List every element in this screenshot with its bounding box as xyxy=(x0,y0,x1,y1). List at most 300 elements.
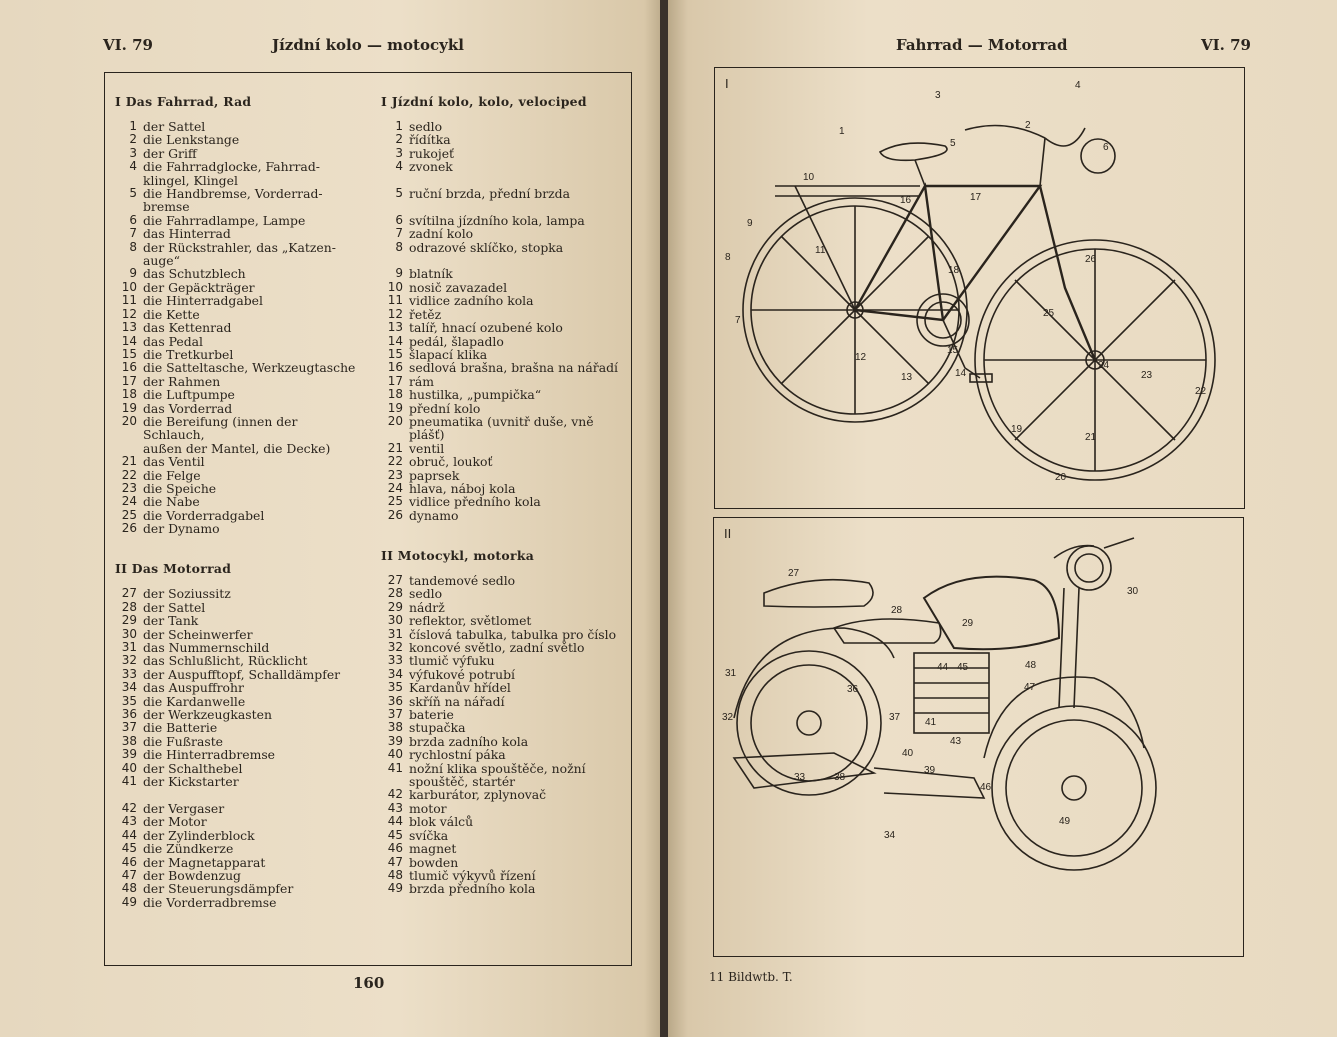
vocab-row xyxy=(381,469,626,482)
vocab-term: der Schalthebel xyxy=(143,760,243,776)
vocab-number: 11 xyxy=(387,293,403,308)
vocab-number: 44 xyxy=(387,814,403,829)
vocab-row xyxy=(115,522,360,535)
vocab-term: das Hinterrad xyxy=(143,226,231,242)
vocab-term: die Nabe xyxy=(143,494,200,510)
vocab-row xyxy=(381,842,626,855)
left-page xyxy=(0,0,664,1037)
vocab-row xyxy=(381,495,626,508)
vocab-term: der Kickstarter xyxy=(143,774,239,790)
vocab-number: 46 xyxy=(121,854,137,869)
vocab-number: 33 xyxy=(387,653,403,668)
callout-label: 27 xyxy=(788,568,800,579)
vocab-term: der Scheinwerfer xyxy=(143,626,253,642)
vocab-number: 26 xyxy=(387,507,403,522)
vocab-row xyxy=(115,294,360,307)
vocab-number: 44 xyxy=(121,827,137,842)
vocab-row xyxy=(115,348,360,361)
vocab-row xyxy=(381,281,626,294)
vocab-term: brzda zadního kola xyxy=(409,733,529,749)
vocab-number: 23 xyxy=(387,467,403,482)
vocab-term: der Rückstrahler, das „Katzen- xyxy=(143,239,336,255)
vocab-number: 24 xyxy=(121,494,137,509)
bicycle-illustration-frame xyxy=(714,67,1245,509)
vocab-term: paprsek xyxy=(409,467,460,483)
vocab-term: der Magnetapparat xyxy=(143,854,266,870)
vocab-row xyxy=(381,321,626,334)
callout-label: 9 xyxy=(747,218,753,229)
vocab-number: 41 xyxy=(121,774,137,789)
callout-label: 22 xyxy=(1195,386,1207,397)
vocab-number: 12 xyxy=(121,306,137,321)
vocab-row xyxy=(115,402,360,415)
callout-label: 49 xyxy=(1059,816,1071,827)
vocab-number: 22 xyxy=(121,467,137,482)
vocab-row xyxy=(115,775,360,788)
callout-label: 14 xyxy=(955,368,967,379)
vocab-term: spouštěč, startér xyxy=(409,774,516,790)
vocab-number: 32 xyxy=(121,653,137,668)
vocab-row xyxy=(115,160,360,173)
vocab-row xyxy=(115,281,360,294)
vocab-term: die Hinterradgabel xyxy=(143,293,263,309)
vocab-row xyxy=(381,267,626,280)
callout-label: 38 xyxy=(834,772,846,783)
vocab-term: der Werkzeugkasten xyxy=(143,707,272,723)
vocab-number: 8 xyxy=(129,239,137,254)
vocab-row xyxy=(115,896,360,909)
vocab-term: das Pedal xyxy=(143,333,204,349)
callout-label: 32 xyxy=(722,712,734,723)
callout-label: 21 xyxy=(1085,432,1097,443)
vocab-number: 43 xyxy=(387,800,403,815)
vocab-row xyxy=(115,415,360,442)
vocab-row xyxy=(381,120,626,133)
vocab-term: die Vorderradbremse xyxy=(143,894,277,910)
vocab-row xyxy=(381,241,626,254)
vocab-row xyxy=(381,402,626,415)
vocab-term: pedál, šlapadlo xyxy=(409,333,504,349)
vocab-row xyxy=(115,335,360,348)
vocab-term: der Sattel xyxy=(143,599,206,615)
vocab-term: výfukové potrubí xyxy=(409,666,515,682)
vocab-row xyxy=(381,775,626,788)
vocab-row xyxy=(115,654,360,667)
vocab-row xyxy=(115,120,360,133)
vocab-number: 30 xyxy=(387,613,403,628)
vocab-term xyxy=(409,254,626,267)
vocab-number: 42 xyxy=(387,787,403,802)
vocab-term: Kardanův hřídel xyxy=(409,680,511,696)
vocab-term: das Vorderrad xyxy=(143,400,233,416)
vocab-number xyxy=(381,428,403,441)
vocab-number xyxy=(115,200,137,213)
vocab-term: der Bowdenzug xyxy=(143,867,241,883)
callout-label: 23 xyxy=(1141,370,1153,381)
vocab-term: bowden xyxy=(409,854,459,870)
vocab-row xyxy=(115,695,360,708)
callout-label: 43 xyxy=(950,736,962,747)
vocab-term: außen der Mantel, die Decke) xyxy=(143,440,331,456)
vocab-term: koncové světlo, zadní světlo xyxy=(409,640,585,655)
vocab-row xyxy=(381,174,626,187)
vocab-row xyxy=(115,681,360,694)
vocab-number: 25 xyxy=(121,507,137,522)
vocab-term: reflektor, světlomet xyxy=(409,613,532,629)
vocab-row xyxy=(115,308,360,321)
callout-label: 47 xyxy=(1024,682,1036,693)
vocab-number: 40 xyxy=(387,747,403,762)
vocab-number: 38 xyxy=(121,733,137,748)
vocab-number: 8 xyxy=(395,239,403,254)
vocab-number: 9 xyxy=(395,266,403,281)
vocab-term: die Batterie xyxy=(143,720,218,736)
vocab-term: der Rahmen xyxy=(143,373,221,389)
callout-label: 2 xyxy=(1025,120,1031,131)
vocab-term: die Fahrradglocke, Fahrrad- xyxy=(143,159,320,175)
right-header-title: Fahrrad — Motorrad xyxy=(896,36,1068,54)
vocab-row xyxy=(115,869,360,882)
vocab-row xyxy=(381,574,626,587)
callout-label: 20 xyxy=(1055,472,1067,483)
vocab-number: 12 xyxy=(387,306,403,321)
vocab-number: 19 xyxy=(387,400,403,415)
vocab-term: der Steuerungsdämpfer xyxy=(143,881,294,897)
vocab-number: 1 xyxy=(395,119,403,133)
page-number: 160 xyxy=(353,974,385,992)
vocab-number xyxy=(381,200,403,213)
vocab-number: 42 xyxy=(121,800,137,815)
vocab-number: 26 xyxy=(121,521,137,536)
vocab-row xyxy=(381,668,626,681)
left-header-number: VI. 79 xyxy=(103,36,153,54)
vocab-number: 24 xyxy=(387,480,403,495)
vocab-number xyxy=(115,788,137,801)
callout-label: 39 xyxy=(924,765,936,776)
vocab-term: der Auspufftopf, Schalldämpfer xyxy=(143,666,341,682)
vocab-term: plášť) xyxy=(409,427,445,443)
vocab-row xyxy=(381,654,626,667)
vocab-number: 36 xyxy=(387,693,403,708)
callout-label: 26 xyxy=(1085,254,1097,265)
callout-label: 37 xyxy=(889,712,901,723)
callout-label: 13 xyxy=(901,372,913,383)
vocab-number: 11 xyxy=(121,293,137,308)
vocab-term: der Soziussitz xyxy=(143,586,231,602)
vocab-number: 17 xyxy=(387,373,403,388)
vocab-number: 23 xyxy=(121,480,137,495)
vocab-number: 34 xyxy=(387,666,403,681)
vocab-number: 5 xyxy=(129,186,137,201)
vocab-row xyxy=(115,762,360,775)
vocab-row xyxy=(115,509,360,522)
vocab-term xyxy=(143,788,360,801)
vocab-number: 34 xyxy=(121,680,137,695)
vocab-term: sedlo xyxy=(409,119,443,134)
vocab-row xyxy=(381,348,626,361)
vocab-term: die Handbremse, Vorderrad- xyxy=(143,186,323,202)
vocab-row xyxy=(381,442,626,455)
vocab-term: der Gepäckträger xyxy=(143,279,255,295)
vocab-term: rám xyxy=(409,373,435,389)
vocab-number: 4 xyxy=(129,159,137,174)
vocab-term: das Schlußlicht, Rücklicht xyxy=(143,653,308,669)
vocab-term: die Speiche xyxy=(143,480,217,496)
vocab-row xyxy=(115,748,360,761)
vocab-number xyxy=(381,254,403,267)
vocab-row xyxy=(115,815,360,828)
vocab-row xyxy=(381,587,626,600)
vocab-number: 16 xyxy=(387,360,403,375)
vocab-term: skříň na nářadí xyxy=(409,693,505,709)
vocab-number: 41 xyxy=(387,760,403,775)
vocab-term: die Fußraste xyxy=(143,733,224,749)
vocab-row xyxy=(115,388,360,401)
vocab-number: 21 xyxy=(121,454,137,469)
vocab-row xyxy=(381,254,626,267)
german-section2-title: II Das Motorrad xyxy=(115,561,232,577)
vocab-number: 7 xyxy=(129,226,137,241)
right-header-number: VI. 79 xyxy=(1201,36,1251,54)
vocab-number: 6 xyxy=(129,212,137,227)
vocab-term: die Bereifung (innen der Schlauch, xyxy=(143,413,298,443)
vocab-row xyxy=(115,174,360,187)
figure1-label: I xyxy=(725,76,729,91)
vocab-row xyxy=(381,708,626,721)
callout-label: 30 xyxy=(1127,586,1139,597)
vocab-row xyxy=(115,254,360,267)
vocab-row xyxy=(381,721,626,734)
vocab-number xyxy=(115,254,137,267)
vocab-term: číslová tabulka, tabulka pro číslo xyxy=(409,626,617,642)
vocab-term: svítilna jízdního kola, lampa xyxy=(409,212,585,228)
vocab-row xyxy=(381,147,626,160)
vocab-number: 39 xyxy=(121,747,137,762)
vocab-term: sedlová brašna, brašna na nářadí xyxy=(409,360,619,376)
vocab-number: 14 xyxy=(121,333,137,348)
vocab-number xyxy=(115,442,137,455)
vocab-row xyxy=(381,428,626,441)
callout-label: 29 xyxy=(962,618,974,629)
vocab-number: 36 xyxy=(121,707,137,722)
vocab-row xyxy=(115,668,360,681)
vocab-row xyxy=(381,388,626,401)
vocab-term: talíř, hnací ozubené kolo xyxy=(409,320,563,336)
vocab-term: die Felge xyxy=(143,467,201,483)
german-column xyxy=(115,95,360,909)
vocab-number: 20 xyxy=(121,413,137,428)
callout-label: 40 xyxy=(902,748,914,759)
callout-label: 31 xyxy=(725,668,737,679)
callout-label: 8 xyxy=(725,252,731,263)
vocab-term: blatník xyxy=(409,266,453,282)
vocab-number: 20 xyxy=(387,413,403,428)
vocab-number: 29 xyxy=(121,613,137,628)
vocab-term: das Schutzblech xyxy=(143,266,246,282)
vocab-row xyxy=(115,455,360,468)
vocab-term: die Zündkerze xyxy=(143,841,234,857)
vocab-number: 30 xyxy=(121,626,137,641)
vocab-term: přední kolo xyxy=(409,400,481,416)
vocab-term: der Tank xyxy=(143,613,199,629)
vocabulary-frame xyxy=(104,72,632,966)
vocab-term xyxy=(409,200,626,213)
vocab-number: 47 xyxy=(387,854,403,869)
vocab-term: motor xyxy=(409,800,447,816)
vocab-number: 21 xyxy=(387,440,403,455)
vocab-number: 15 xyxy=(387,346,403,361)
callout-label: 34 xyxy=(884,830,896,841)
vocab-number xyxy=(115,174,137,187)
vocab-term: die Kette xyxy=(143,306,200,322)
vocab-number xyxy=(381,174,403,187)
vocab-row xyxy=(115,214,360,227)
vocab-term: stupačka xyxy=(409,720,466,736)
vocab-row xyxy=(115,842,360,855)
vocab-row xyxy=(381,641,626,654)
vocab-term: das Ventil xyxy=(143,454,205,470)
vocab-number: 4 xyxy=(395,159,403,174)
vocab-row xyxy=(115,469,360,482)
vocab-row xyxy=(381,882,626,895)
callout-label: 16 xyxy=(900,195,912,206)
vocab-number: 49 xyxy=(121,894,137,909)
vocab-term: blok válců xyxy=(409,814,474,830)
vocab-number: 45 xyxy=(121,841,137,856)
callout-label: 7 xyxy=(735,315,741,326)
vocab-row xyxy=(115,802,360,815)
vocab-row xyxy=(381,681,626,694)
vocab-number: 31 xyxy=(387,626,403,641)
vocab-row xyxy=(381,856,626,869)
callout-label: 12 xyxy=(855,352,867,363)
callout-label: 24 xyxy=(1098,360,1110,371)
vocab-row xyxy=(115,321,360,334)
vocab-term: hlava, náboj kola xyxy=(409,480,516,496)
vocab-term: nožní klika spouštěče, nožní xyxy=(409,760,586,776)
vocab-number: 28 xyxy=(121,599,137,614)
vocab-row xyxy=(115,227,360,240)
vocab-term: ventil xyxy=(409,440,445,456)
vocab-term: die Vorderradgabel xyxy=(143,507,265,523)
vocab-number: 48 xyxy=(121,881,137,896)
vocab-row xyxy=(115,708,360,721)
vocab-term: das Kettenrad xyxy=(143,320,232,336)
czech-section2-list xyxy=(381,574,626,896)
vocab-number: 25 xyxy=(387,494,403,509)
vocab-row xyxy=(381,509,626,522)
callout-label: 5 xyxy=(950,138,956,149)
vocab-number: 5 xyxy=(395,186,403,201)
vocab-row xyxy=(115,587,360,600)
vocab-term: tandemové sedlo xyxy=(409,572,516,588)
vocab-row xyxy=(115,882,360,895)
vocab-number: 38 xyxy=(387,720,403,735)
czech-section1-list xyxy=(381,120,626,522)
vocab-number xyxy=(381,775,403,788)
vocab-number: 17 xyxy=(121,373,137,388)
vocab-number: 9 xyxy=(129,266,137,281)
vocab-row xyxy=(115,601,360,614)
motorcycle-illustration xyxy=(714,518,1243,956)
vocab-term: die Satteltasche, Werkzeugtasche xyxy=(143,360,356,376)
vocab-row xyxy=(381,829,626,842)
vocab-row xyxy=(381,160,626,173)
vocab-number: 15 xyxy=(121,346,137,361)
vocab-row xyxy=(381,455,626,468)
vocab-term xyxy=(409,174,626,187)
vocab-term: die Tretkurbel xyxy=(143,346,234,362)
vocab-row xyxy=(381,735,626,748)
vocab-term: vidlice zadního kola xyxy=(409,293,534,309)
vocab-row xyxy=(115,147,360,160)
vocab-term: klingel, Klingel xyxy=(143,172,238,188)
vocab-number: 37 xyxy=(387,707,403,722)
callout-label: 46 xyxy=(980,782,992,793)
vocab-row xyxy=(381,802,626,815)
vocab-term: svíčka xyxy=(409,827,449,843)
vocab-row xyxy=(115,628,360,641)
vocab-row xyxy=(381,335,626,348)
vocab-number: 3 xyxy=(395,145,403,160)
callout-label: 10 xyxy=(803,172,815,183)
vocab-term: rychlostní páka xyxy=(409,747,506,763)
vocab-term: brzda předního kola xyxy=(409,881,536,897)
vocab-row xyxy=(115,133,360,146)
vocab-row xyxy=(381,762,626,775)
callout-label: 45 xyxy=(957,662,969,673)
vocab-row xyxy=(381,187,626,200)
vocab-row xyxy=(381,375,626,388)
vocab-term: dynamo xyxy=(409,507,459,523)
callout-label: 25 xyxy=(1043,308,1055,319)
vocab-row xyxy=(381,214,626,227)
vocab-number: 1 xyxy=(129,119,137,133)
vocab-term: die Hinterradbremse xyxy=(143,747,276,763)
vocab-term: magnet xyxy=(409,841,457,857)
vocab-row xyxy=(381,308,626,321)
vocab-term: der Zylinderblock xyxy=(143,827,255,843)
vocab-term: das Auspuffrohr xyxy=(143,680,244,696)
vocab-row xyxy=(381,748,626,761)
vocab-term: šlapací klika xyxy=(409,346,488,362)
vocab-row xyxy=(115,375,360,388)
vocab-number: 6 xyxy=(395,212,403,227)
vocab-number: 35 xyxy=(121,693,137,708)
vocab-number: 3 xyxy=(129,145,137,160)
vocab-row xyxy=(381,695,626,708)
vocab-term: die Luftpumpe xyxy=(143,387,235,403)
vocab-number: 7 xyxy=(395,226,403,241)
vocab-term: tlumič výkyvů řízení xyxy=(409,867,536,883)
vocab-term: der Griff xyxy=(143,145,197,161)
vocab-term: zadní kolo xyxy=(409,226,474,242)
vocab-row xyxy=(115,495,360,508)
vocab-row xyxy=(115,267,360,280)
vocab-row xyxy=(115,641,360,654)
vocab-row xyxy=(115,829,360,842)
vocab-row xyxy=(115,721,360,734)
vocab-term: baterie xyxy=(409,707,454,723)
callout-label: 44 xyxy=(937,662,949,673)
callout-label: 33 xyxy=(794,772,806,783)
vocab-row xyxy=(115,614,360,627)
vocab-number: 43 xyxy=(121,814,137,829)
vocab-row xyxy=(381,294,626,307)
czech-column xyxy=(381,95,626,896)
vocab-number: 18 xyxy=(121,387,137,402)
vocab-term: sedlo xyxy=(409,586,443,602)
